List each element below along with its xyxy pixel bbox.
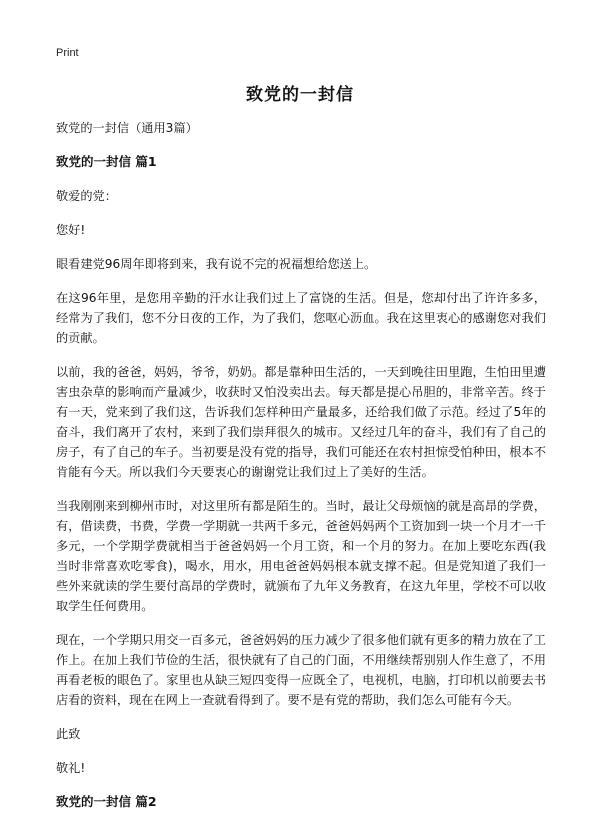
document-subtitle: 致党的一封信（通用3篇）: [56, 121, 198, 135]
document-title: 致党的一封信: [246, 85, 354, 105]
paragraph-2: 在这96年里，是您用辛勤的汗水让我们过上了富饶的生活。但是，您却付出了许许多多，经常为了我们，您不分日夜的工作，为了我们，您呕心沥血。我在这里衷心的感谢您对我们的贡献。: [56, 291, 546, 345]
document-body: [56, 118, 546, 826]
paragraph-5: 现在，一个学期只用交一百多元，爸爸妈妈的压力减少了很多他们就有更多的精力放在了工作上。在加上我们节俭的生活，很快就有了自己的门面，不用继续帮别别人作生意了，不用再看老板的眼色了。家里也从缺三短四变得一应既全了，电视机，电脑，打印机以前要去书店看的资料，现在在网上一查就看得到了。要不是有党的帮助，我们怎么可能有今天。: [56, 633, 546, 707]
paragraph-1: 眼看建党96周年即将到来，我有说不完的祝福想给您送上。: [56, 257, 377, 271]
section-heading-1: 致党的一封信 篇1: [56, 154, 157, 169]
paragraph-3: 以前，我的爸爸，妈妈，爷爷，奶奶。都是靠种田生活的，一天到晚往田里跑，生怕田里遭害虫杂草的影响而产量减少，收获时又怕没卖出去。每天都是提心吊胆的，非常辛苦。终于有一天，党来到了我们这，告诉我们怎样种田产量最多，还给我们做了示范。经过了5年的奋斗，我们离开了农村，来到了我们崇拜很久的城市。又经过几年的奋斗，我们有了自己的房子，有了自己的车子。当初要是没有党的指导，我们可能还在农村担惊受怕种田，根本不肯能有今天。所以我们今天要衷心的谢谢党让我们过上了美好的生活。: [56, 365, 546, 479]
section-heading-2: 致党的一封信 篇2: [56, 794, 157, 809]
closing-line-1: 此致: [56, 727, 81, 741]
print-label[interactable]: Print: [56, 47, 79, 59]
paragraph-4: 当我刚刚来到柳州市时，对这里所有都是陌生的。当时，最让父母烦恼的就是高昂的学费，有，借读费，书费，学费一学期就一共两千多元，爸爸妈妈两个工资加到一块一个月才一千多元，一个学期学费就相当于爸爸妈妈一个月工资，和一个月的努力。在加上要吃东西(我当时非常喜欢吃零食)，喝水，用水，用电爸爸妈妈根本就支撑不起。但是党知道了我们一些外来就读的学生要付高昂的学费时，就颁布了九年义务教育，在这九年里，学校不可以收取学生任何费用。: [56, 499, 546, 613]
closing-line-2: 敬礼!: [56, 761, 86, 775]
greeting: 您好!: [56, 223, 86, 237]
salutation: 敬爱的党：: [56, 189, 117, 203]
